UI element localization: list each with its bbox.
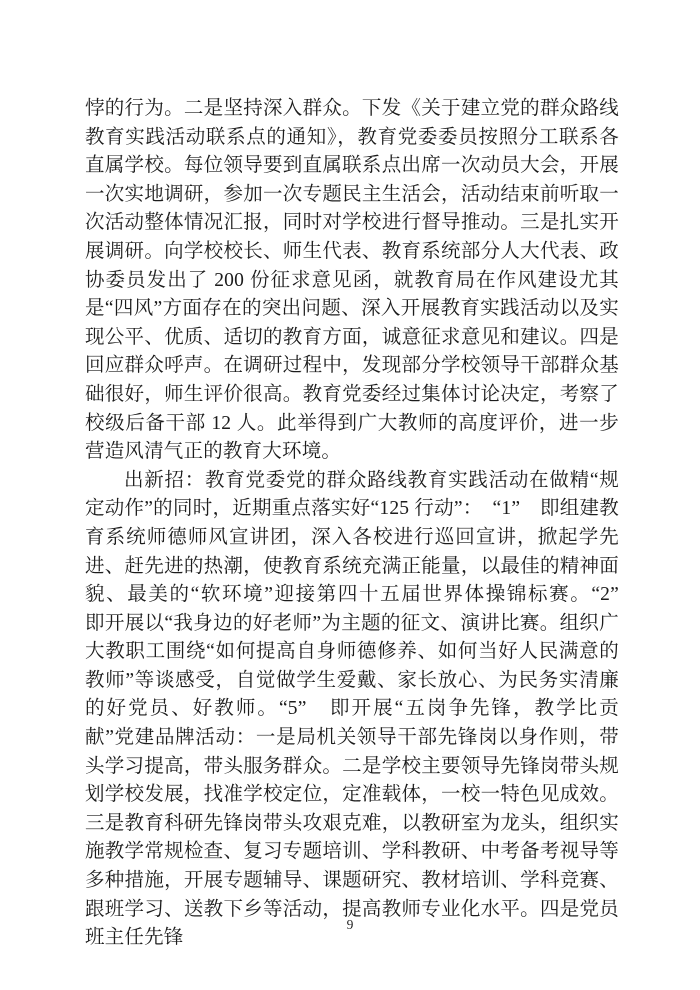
paragraph-new-initiatives: 出新招：教育党委党的群众路线教育实践活动在做精“规定动作”的同时，近期重点落实好“125 行动”： “1” 即组建教育系统师德师风宣讲团，深入各校进行巡回宣讲，掀起学先进、赶先进的热潮，使教育系统充满正能量，以最佳的精神面貌、最美的“软环境”迎接第四十五届世界体操锦标赛。“2” 即开展以“我身边的好老师”为主题的征文、演讲比赛。组织广大教职工围绕“如何提高自身师德修养、如何当好人民满意的教师”等谈感受，自觉做学生爱戴、家长放心、为民务实清廉的好党员、好教师。“5” 即开展“五岗争先锋，教学比贡献”党建品牌活动：一是局机关领导干部先锋岗以身作则，带头学习提高，带头服务群众。二是学校主要领导先锋岗带头规划学校发展，找准学校定位，定准载体，一校一特色见成效。三是教育科研先锋岗带头攻艰克难，以教研室为龙头，组织实施教学常规检查、复习专题培训、学科教研、中考备考视导等多种措施，开展专题辅导、课题研究、教材培训、学科竞赛、跟班学习、送教下乡等活动，提高教师专业化水平。四是党员班主任先锋 <box>85 469 639 949</box>
paragraph-continuation: 悖的行为。二是坚持深入群众。下发《关于建立党的群众路线教育实践活动联系点的通知》，教育党委委员按照分工联系各直属学校。每位领导要到直属联系点出席一次动员大会，开展一次实地调研，参加一次专题民主生活会，活动结束前听取一次活动整体情况汇报，同时对学校进行督导推动。三是扎实开展调研。向学校校长、师生代表、教育系统部分人大代表、政协委员发出了 200 份征求意见函，就教育局在作风建设尤其是“四风”方面存在的突出问题、深入开展教育实践活动以及实现公平、优质、适切的教育方面，诚意征求意见和建议。四是回应群众呼声。在调研过程中，发现部分学校领导干部群众基础很好，师生评价很高。教育党委经过集体讨论决定，考察了校级后备干部 12 人。此举得到广大教师的高度评价，进一步营造风清气正的教育大环境。 <box>85 98 619 463</box>
page-number: 9 <box>346 917 354 932</box>
page-footer <box>0 916 700 934</box>
document-body <box>85 95 639 953</box>
